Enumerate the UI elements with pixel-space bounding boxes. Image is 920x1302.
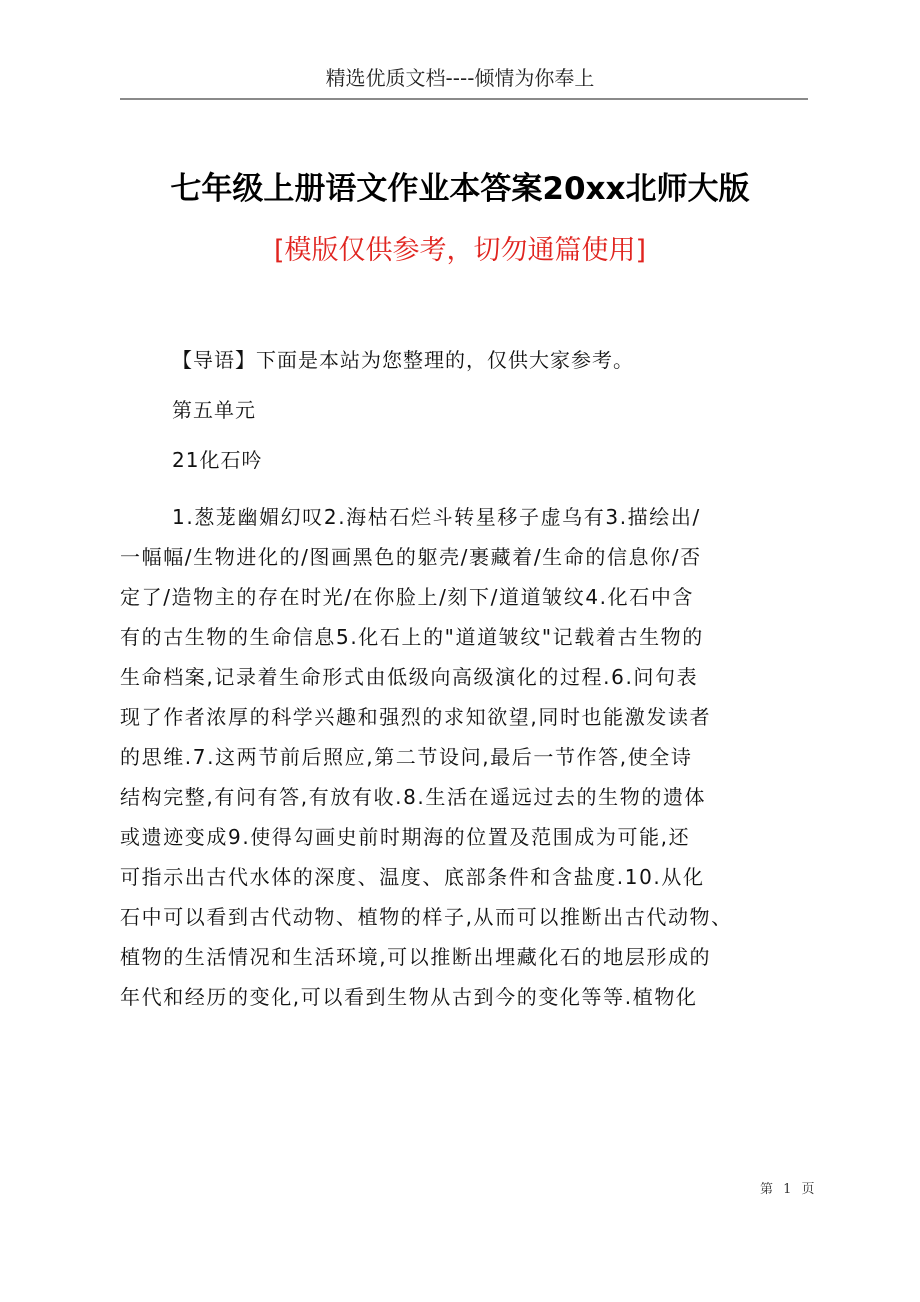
answer-line: 1.葱茏幽媚幻叹2.海枯石烂斗转星移子虚乌有3.描绘出/ <box>172 505 701 529</box>
answer-line: 有的古生物的生命信息5.化石上的"道道皱纹"记载着古生物的 <box>120 625 704 649</box>
answer-line: 现了作者浓厚的科学兴趣和强烈的求知欲望,同时也能激发读者 <box>120 705 712 729</box>
answers-paragraph <box>120 497 800 1017</box>
header-divider <box>120 98 808 100</box>
answer-line: 或遗迹变成9.使得勾画史前时期海的位置及范围成为可能,还 <box>120 825 691 849</box>
answer-line: 年代和经历的变化,可以看到生物从古到今的变化等等.植物化 <box>120 985 698 1009</box>
answer-line: 结构完整,有问有答,有放有收.8.生活在遥远过去的生物的遗体 <box>120 785 707 809</box>
answer-line: 可指示出古代水体的深度、温度、底部条件和含盐度.10.从化 <box>120 865 705 889</box>
answer-line: 植物的生活情况和生活环境,可以推断出埋藏化石的地层形成的 <box>120 945 712 969</box>
intro-paragraph: 【导语】下面是本站为您整理的，仅供大家参考。 <box>172 348 634 372</box>
answer-line: 定了/造物主的存在时光/在你脸上/刻下/道道皱纹4.化石中含 <box>120 585 695 609</box>
page-header: 精选优质文档----倾情为你奉上 <box>325 66 595 90</box>
answer-line: 的思维.7.这两节前后照应,第二节设问,最后一节作答,使全诗 <box>120 745 693 769</box>
unit-heading: 第五单元 <box>172 398 256 422</box>
answer-line: 一幅幅/生物进化的/图画黑色的躯壳/裹藏着/生命的信息你/否 <box>120 545 702 569</box>
lesson-heading: 21化石吟 <box>172 448 263 472</box>
page-number: 第 1 页 <box>760 1182 818 1197</box>
answer-line: 生命档案,记录着生命形式由低级向高级演化的过程.6.问句表 <box>120 665 699 689</box>
answer-line: 石中可以看到古代动物、植物的样子,从而可以推断出古代动物、 <box>120 905 733 929</box>
document-subtitle-disclaimer: [模版仅供参考，切勿通篇使用] <box>273 235 647 266</box>
document-title: 七年级上册语文作业本答案20xx北师大版 <box>170 171 750 207</box>
